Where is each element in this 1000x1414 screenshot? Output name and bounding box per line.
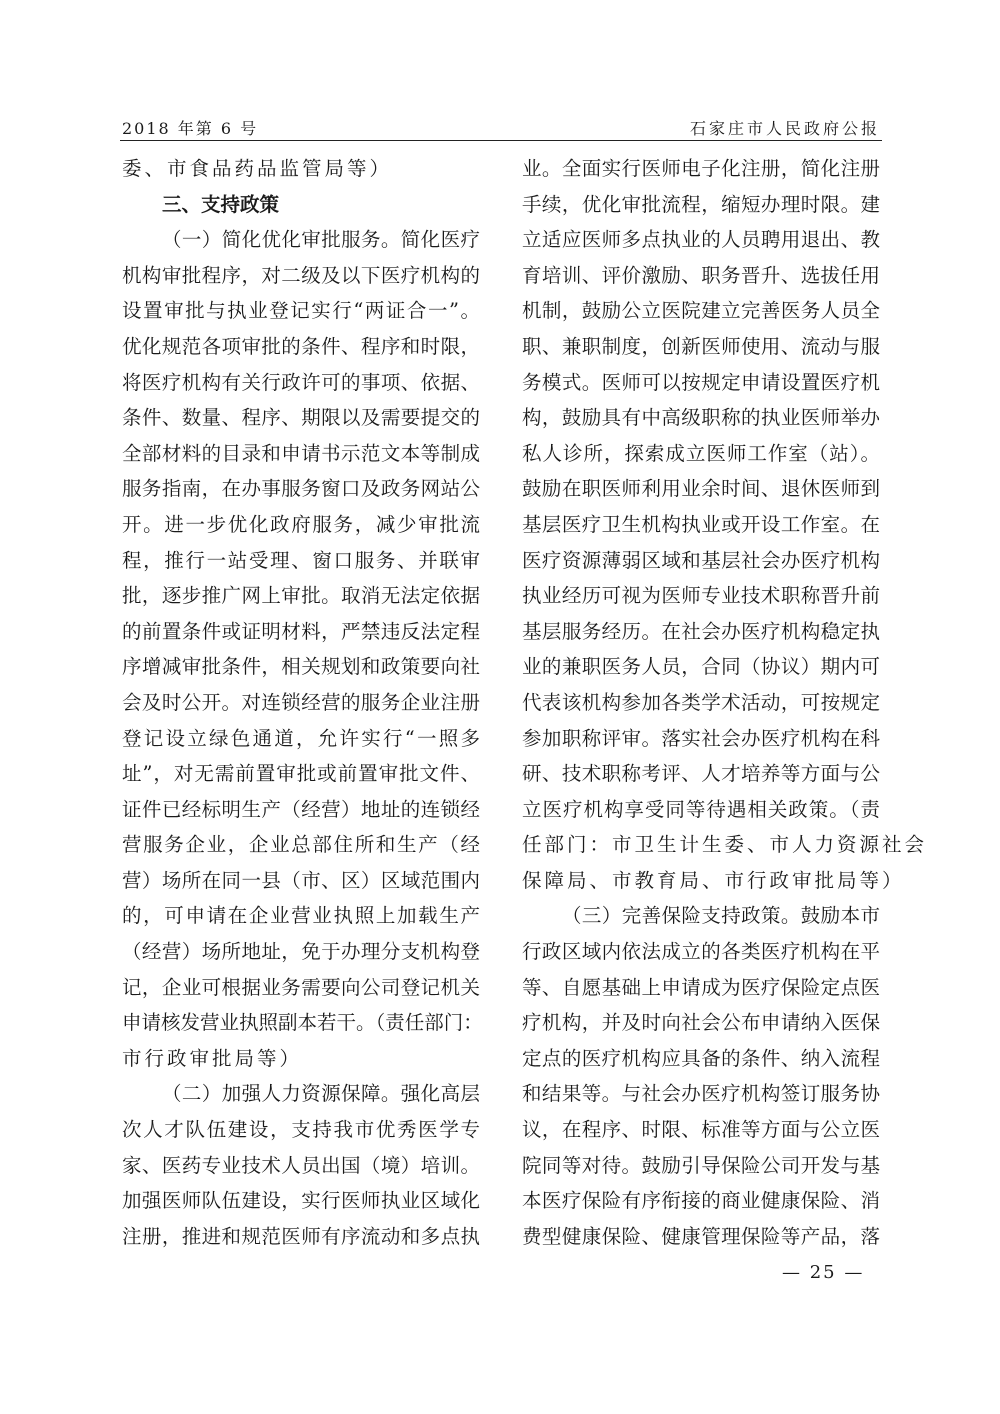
text-line: 研、技术职称考评、人才培养等方面与公 bbox=[522, 762, 880, 786]
text-line: 将医疗机构有关行政许可的事项、依据、 bbox=[122, 370, 480, 394]
text-line: 序增减审批条件，相关规划和政策要向社 bbox=[122, 655, 480, 679]
text-line: 任部门：市卫生计生委、市人力资源社会 bbox=[522, 833, 928, 857]
text-line: 营）场所在同一县（市、区）区域范围内 bbox=[122, 868, 480, 892]
text-line: 条件、数量、程序、期限以及需要提交的 bbox=[122, 406, 480, 430]
text-line: 次人才队伍建设，支持我市优秀医学专 bbox=[122, 1118, 480, 1142]
text-line: 代表该机构参加各类学术活动，可按规定 bbox=[522, 690, 880, 714]
left-column bbox=[122, 151, 483, 1254]
text-line: 全部材料的目录和申请书示范文本等制成 bbox=[122, 441, 480, 465]
text-line: 基层医疗卫生机构执业或开设工作室。在 bbox=[522, 512, 880, 536]
text-line: 业。全面实行医师电子化注册，简化注册 bbox=[522, 157, 880, 180]
header-issue: 2018 年第 6 号 bbox=[122, 119, 259, 138]
text-line: 费型健康保险、健康管理保险等产品，落 bbox=[522, 1224, 880, 1248]
right-column bbox=[522, 151, 928, 1254]
text-line: 记，企业可根据业务需要向公司登记机关 bbox=[122, 975, 480, 999]
text-line: （二）加强人力资源保障。强化高层 bbox=[162, 1082, 480, 1106]
text-line: 等、自愿基础上申请成为医疗保险定点医 bbox=[522, 975, 880, 999]
text-line: 育培训、评价激励、职务晋升、选拔任用 bbox=[522, 263, 880, 287]
text-line: 参加职称评审。落实社会办医疗机构在科 bbox=[522, 726, 880, 750]
text-line: 立医疗机构享受同等待遇相关政策。（责 bbox=[522, 797, 880, 821]
text-line: 务模式。医师可以按规定申请设置医疗机 bbox=[522, 370, 880, 394]
text-line: 行政区域内依法成立的各类医疗机构在平 bbox=[522, 940, 880, 964]
text-line: 保障局、市教育局、市行政审批局等） bbox=[522, 868, 905, 892]
text-line: 职、兼职制度，创新医师使用、流动与服 bbox=[522, 334, 880, 358]
text-line: 设置审批与执业登记实行“两证合一”。 bbox=[122, 299, 480, 323]
header-publication: 石家庄市人民政府公报 bbox=[689, 119, 880, 138]
text-line: 执业经历可视为医师专业技术职称晋升前 bbox=[522, 584, 880, 608]
text-line: 登记设立绿色通道，允许实行“一照多 bbox=[122, 726, 480, 750]
text-line: 家、医药专业技术人员出国（境）培训。 bbox=[122, 1153, 480, 1177]
text-line: （三）完善保险支持政策。鼓励本市 bbox=[562, 904, 880, 928]
text-line: （经营）场所地址，免于办理分支机构登 bbox=[122, 940, 480, 964]
text-line: 医疗资源薄弱区域和基层社会办医疗机构 bbox=[522, 548, 880, 572]
text-line: 院同等对待。鼓励引导保险公司开发与基 bbox=[522, 1153, 880, 1177]
text-line: 程，推行一站受理、窗口服务、并联审 bbox=[122, 548, 480, 572]
text-line: 基层服务经历。在社会办医疗机构稳定执 bbox=[522, 619, 880, 643]
text-line: 加强医师队伍建设，实行医师执业区域化 bbox=[122, 1189, 480, 1213]
text-line: 鼓励在职医师利用业余时间、退休医师到 bbox=[522, 477, 880, 501]
text-line: 服务指南，在办事服务窗口及政务网站公 bbox=[122, 477, 480, 501]
text-line: 机制，鼓励公立医院建立完善医务人员全 bbox=[522, 299, 880, 323]
text-line: 委、市食品药品监管局等） bbox=[122, 157, 393, 180]
text-line: 申请核发营业执照副本若干。（责任部门： bbox=[122, 1011, 483, 1035]
text-line: 构，鼓励具有中高级职称的执业医师举办 bbox=[522, 406, 880, 430]
section-heading: 三、支持政策 bbox=[162, 192, 280, 216]
text-line: 营服务企业，企业总部住所和生产（经 bbox=[122, 833, 480, 857]
text-line: 机构审批程序，对二级及以下医疗机构的 bbox=[122, 263, 480, 287]
text-line: 开。进一步优化政府服务，减少审批流 bbox=[122, 512, 480, 536]
text-line: 疗机构，并及时向社会公布申请纳入医保 bbox=[522, 1011, 880, 1035]
text-line: （一）简化优化审批服务。简化医疗 bbox=[162, 228, 480, 252]
text-line: 议，在程序、时限、标准等方面与公立医 bbox=[522, 1118, 880, 1142]
page-number: — 25 — bbox=[782, 1262, 865, 1283]
header-rule bbox=[120, 140, 882, 141]
text-line: 批，逐步推广网上审批。取消无法定依据 bbox=[122, 584, 480, 608]
text-line: 手续，优化审批流程，缩短办理时限。建 bbox=[522, 192, 880, 216]
text-line: 会及时公开。对连锁经营的服务企业注册 bbox=[122, 690, 480, 714]
text-line: 市行政审批局等） bbox=[122, 1046, 303, 1070]
text-line: 业的兼职医务人员，合同（协议）期内可 bbox=[522, 655, 880, 679]
text-line: 址”，对无需前置审批或前置审批文件、 bbox=[122, 762, 480, 786]
text-line: 注册，推进和规范医师有序流动和多点执 bbox=[122, 1224, 480, 1248]
text-line: 和结果等。与社会办医疗机构签订服务协 bbox=[522, 1082, 880, 1106]
text-line: 证件已经标明生产（经营）地址的连锁经 bbox=[122, 797, 480, 821]
text-line: 定点的医疗机构应具备的条件、纳入流程 bbox=[522, 1046, 880, 1070]
text-line: 立适应医师多点执业的人员聘用退出、教 bbox=[522, 228, 880, 252]
text-line: 的，可申请在企业营业执照上加载生产 bbox=[122, 904, 480, 928]
text-line: 的前置条件或证明材料，严禁违反法定程 bbox=[122, 619, 480, 643]
text-line: 本医疗保险有序衔接的商业健康保险、消 bbox=[522, 1189, 880, 1213]
text-line: 优化规范各项审批的条件、程序和时限， bbox=[122, 334, 480, 358]
text-line: 私人诊所，探索成立医师工作室（站）。 bbox=[522, 441, 880, 465]
